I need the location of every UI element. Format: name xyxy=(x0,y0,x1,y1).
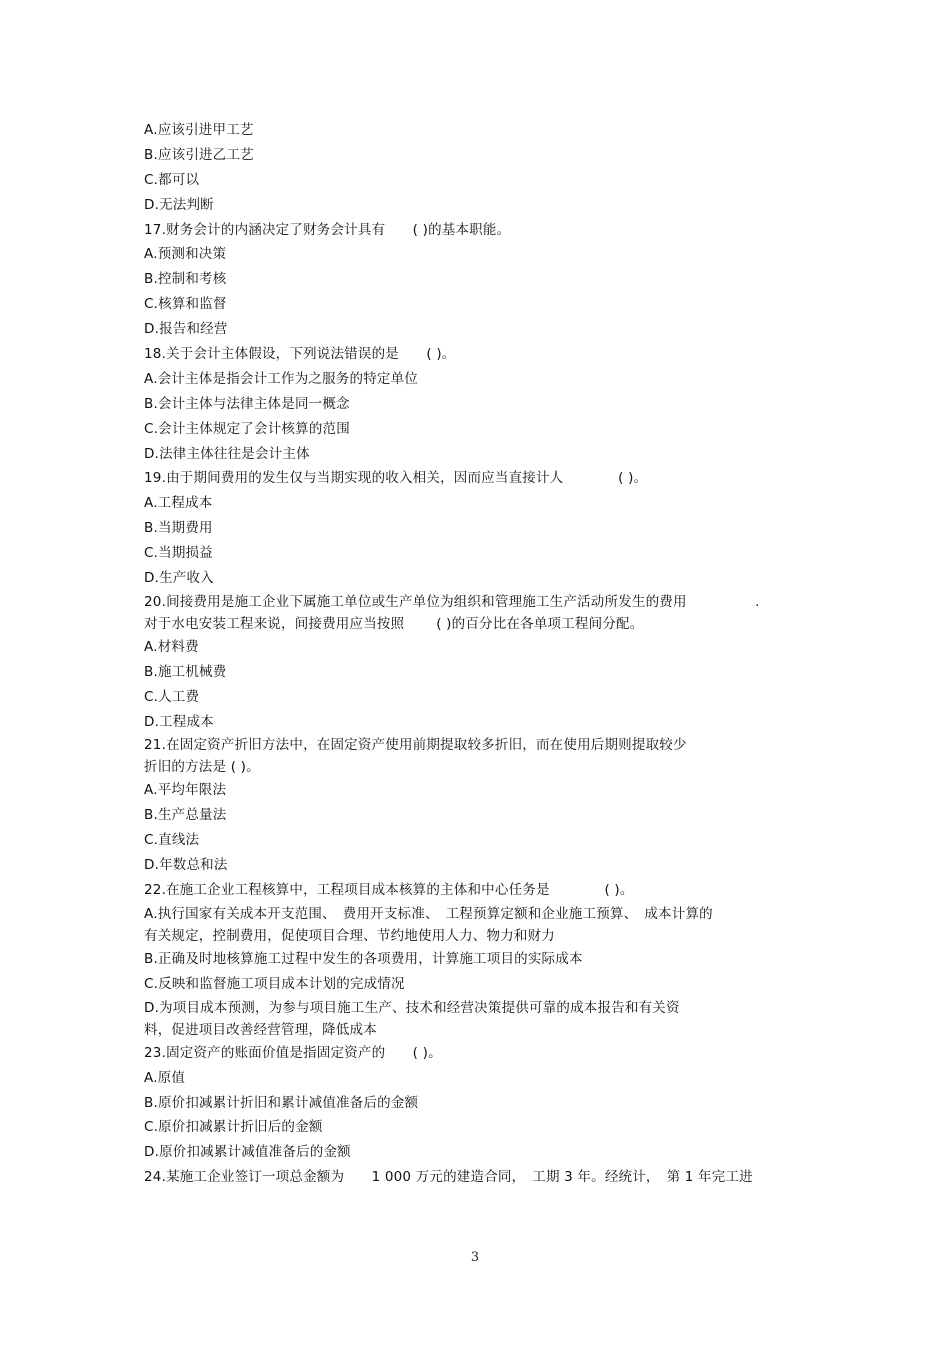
text-line: D.无法判断 xyxy=(144,196,214,213)
question-20: 20.间接费用是施工企业下属施工单位或生产单位为组织和管理施工生产活动所发生的费用 . xyxy=(144,593,760,610)
text-line: D.生产收入 xyxy=(144,570,214,587)
text-line: A.会计主体是指会计工作为之服务的特定单位 xyxy=(144,370,418,387)
text-line: C.会计主体规定了会计核算的范围 xyxy=(144,420,350,437)
text-line: A.预测和决策 xyxy=(144,246,227,263)
text-line: 折旧的方法是 ( )。 xyxy=(144,759,260,776)
text-line: C.反映和监督施工项目成本计划的完成情况 xyxy=(144,975,405,992)
question-18: 18.关于会计主体假设，下列说法错误的是 ( )。 xyxy=(144,346,456,363)
text-line: A.材料费 xyxy=(144,638,199,655)
question-22: 22.在施工企业工程核算中，工程项目成本核算的主体和中心任务是 ( )。 xyxy=(144,882,634,899)
text-line: B.会计主体与法律主体是同一概念 xyxy=(144,395,350,412)
text-line: B.正确及时地核算施工过程中发生的各项费用，计算施工项目的实际成本 xyxy=(144,950,583,967)
question-text-block xyxy=(144,118,814,1190)
text-line: A.工程成本 xyxy=(144,495,213,512)
question-19: 19.由于期间费用的发生仅与当期实现的收入相关，因而应当直接计人 ( )。 xyxy=(144,470,648,487)
text-line: A.平均年限法 xyxy=(144,782,227,799)
page-number: 3 xyxy=(470,1250,480,1265)
text-line: C.都可以 xyxy=(144,171,200,188)
text-line: 有关规定，控制费用，促使项目合理、节约地使用人力、物力和财力 xyxy=(144,927,555,944)
text-line: B.控制和考核 xyxy=(144,271,227,288)
text-line: B.应该引进乙工艺 xyxy=(144,146,254,163)
text-line: A.执行国家有关成本开支范围、 费用开支标准、 工程预算定额和企业施工预算、 成本计算的 xyxy=(144,905,713,922)
question-21: 21.在固定资产折旧方法中，在固定资产使用前期提取较多折旧，而在使用后期则提取较少 xyxy=(144,737,687,754)
text-line: A.应该引进甲工艺 xyxy=(144,122,254,138)
text-line: D.工程成本 xyxy=(144,713,214,730)
question-17: 17.财务会计的内涵决定了财务会计具有 ( )的基本职能。 xyxy=(144,221,511,238)
question-24: 24.某施工企业签订一项总金额为 1 000 万元的建造合同， 工期 3 年。经统计， 第 1 年完工进 xyxy=(144,1169,753,1186)
text-line: D.法律主体往往是会计主体 xyxy=(144,445,310,462)
text-line: 对于水电安装工程来说，间接费用应当按照 ( )的百分比在各单项工程间分配。 xyxy=(144,615,644,632)
text-line: B.原价扣减累计折旧和累计减值准备后的金额 xyxy=(144,1094,419,1111)
text-line: 料，促进项目改善经营管理，降低成本 xyxy=(144,1021,377,1038)
question-23: 23.固定资产的账面价值是指固定资产的 ( )。 xyxy=(144,1044,442,1061)
text-line: D.报告和经营 xyxy=(144,321,228,338)
text-line: C.原价扣减累计折旧后的金额 xyxy=(144,1119,323,1136)
text-line: B.施工机械费 xyxy=(144,663,227,680)
text-line: D.原价扣减累计减值准备后的金额 xyxy=(144,1144,351,1161)
text-line: A.原值 xyxy=(144,1069,186,1086)
text-line: C.核算和监督 xyxy=(144,296,227,313)
text-line: C.直线法 xyxy=(144,832,200,849)
text-line: C.人工费 xyxy=(144,688,200,705)
text-line: D.为项目成本预测，为参与项目施工生产、技术和经营决策提供可靠的成本报告和有关资 xyxy=(144,999,680,1016)
text-line: D.年数总和法 xyxy=(144,857,228,874)
text-line: B.当期费用 xyxy=(144,520,213,537)
text-line: C.当期损益 xyxy=(144,545,213,562)
text-line: B.生产总量法 xyxy=(144,807,227,824)
